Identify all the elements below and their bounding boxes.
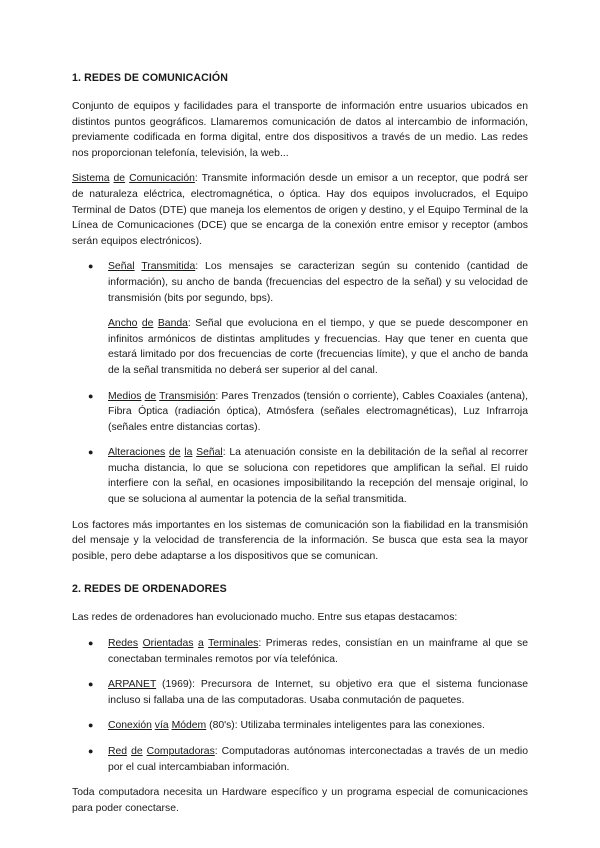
term-description: : La atenuación consiste en la debilitación de la señal al recorrer mucha distancia, lo que se soluciona con repetidores que amplifican la señal. El ruido interfiere con la señal, en ocasiones imposibilitando la recepción del mensaje original, lo que se soluciona al aumentar la potencia de la señal transmitida. <box>108 447 529 506</box>
section-2-bullet-list <box>72 636 528 775</box>
term-word: Señal <box>196 447 223 459</box>
term-word: Terminales <box>208 638 259 650</box>
communication-system-paragraph <box>72 171 528 249</box>
term-word: a <box>197 638 204 650</box>
bullet-icon: ● <box>88 679 94 690</box>
list-item <box>72 677 528 708</box>
term-description: : Computadoras autónomas interconectadas a través de un medio por el cual intercambiaban información. <box>108 746 528 773</box>
term-word: Conexión <box>108 720 152 732</box>
term-description: (80's): Utilizaba terminales inteligentes para las conexiones. <box>206 720 485 732</box>
section-2-closing: Toda computadora necesita un Hardware específico y un programa especial de comunicaciones para poder conectarse. <box>72 787 528 814</box>
list-item <box>72 389 528 436</box>
bullet-icon: ● <box>88 390 94 401</box>
term-word: de <box>131 746 143 757</box>
list-item <box>72 259 528 378</box>
section-1-closing: Los factores más importantes en los sistemas de comunicación son la fiabilidad en la transmisión del mensaje y la velocidad de transferencia de la información. Se busca que esta sea la mayor posible, pero debe adaptarse a los dispositivos que se comunican. <box>72 519 528 562</box>
bullet-text <box>108 259 528 306</box>
term-word: la <box>184 447 193 459</box>
bullet-icon: ● <box>88 746 94 756</box>
term-word: Orientadas <box>142 638 194 650</box>
section-2-intro: Las redes de ordenadores han evolucionado mucho. Entre sus etapas destacamos: <box>72 612 458 624</box>
term-word: Medios <box>108 390 142 402</box>
bullet-text <box>108 677 528 708</box>
term-word: Red <box>108 746 128 757</box>
term-word: vía <box>154 720 169 732</box>
list-item <box>72 445 528 507</box>
section-1-title: 1. REDES DE COMUNICACIÓN <box>72 72 229 84</box>
term-word: Comunicación <box>129 173 195 185</box>
term-word: Señal <box>108 261 135 273</box>
term-description: : Señal que evoluciona en el tiempo, y que se puede descomponer en infinitos armónicos de distintas amplitudes y frecuencias. Hay que tener en cuenta que estará limitado por dos frecuencias de corte (frecuencias límite), y que el ancho de banda de la señal transmitida no deberá ser superior al del canal. <box>108 318 528 376</box>
term-word: Alteraciones <box>108 447 166 459</box>
section-1-bullet-list <box>72 259 528 507</box>
term-word: Ancho <box>108 318 138 330</box>
term-description: : Primeras redes, consistían en un mainframe al que se conectaban terminales remotos por vía telefónica. <box>108 638 528 665</box>
term-word: Sistema <box>72 173 110 185</box>
bullet-text <box>108 636 528 667</box>
term-word: Banda <box>157 318 188 330</box>
bullet-icon: ● <box>88 261 94 272</box>
term-word: de <box>168 447 181 459</box>
term-description: (1969): Precursora de Internet, su objetivo era que el sistema funcionase incluso si fallaba una de las computadoras. Usaba conmutación de paquetes. <box>108 679 528 706</box>
section-1-intro: Conjunto de equipos y facilidades para el transporte de información entre usuarios ubicados en distintos puntos geográficos. Llamaremos comunicación de datos al intercambio de información, previamente codificada en forma digital, entre dos dispositivos a través de un medio. Las redes nos proporcionan telefonía, televisión, la web... <box>72 101 528 159</box>
list-item <box>72 744 528 775</box>
term-description: : Los mensajes se caracterizan según su contenido (cantidad de información), su ancho de banda (frecuencias del espectro de la señal) y su velocidad de transmisión (bits por segundo, bps). <box>108 261 528 304</box>
term-word: Transmitida <box>141 261 196 273</box>
term-word: Redes <box>108 638 139 650</box>
sub-paragraph <box>108 316 528 378</box>
bullet-text <box>108 389 528 436</box>
list-item <box>72 636 528 667</box>
bullet-icon: ● <box>88 447 94 458</box>
bullet-icon: ● <box>88 638 94 649</box>
term-description: : Transmite información desde un emisor a un receptor, que podrá ser de naturaleza eléctrica, electromagnética, o óptica. Hay dos equipos involucrados, el Equipo Terminal de Datos (DTE) que maneja los elementos de origen y destino, y el Equipo Terminal de la Línea de Comunicaciones (DCE) que se encarga de la conexión entre emisor y receptor (ambos serán equipos electrónicos). <box>72 173 529 247</box>
term-word: Transmisión <box>159 390 216 402</box>
bullet-icon: ● <box>88 720 94 731</box>
term-word: ARPANET <box>108 679 157 691</box>
term-word: de <box>144 390 157 402</box>
section-2-title: 2. REDES DE ORDENADORES <box>72 583 227 596</box>
term-description: : Pares Trenzados (tensión o corriente), Cables Coaxiales (antena), Fibra Óptica (radiación óptica), Atmósfera (señales electromagnéticas), Luz Infrarroja (señales entre distancias cortas). <box>108 390 529 433</box>
bullet-text <box>108 718 528 734</box>
bullet-text <box>108 744 528 775</box>
list-item <box>72 718 528 734</box>
term-word: Computadoras <box>146 746 215 757</box>
term-word: de <box>113 173 126 185</box>
term-word: de <box>141 318 154 330</box>
bullet-text <box>108 445 528 507</box>
term-word: Módem <box>171 720 207 732</box>
